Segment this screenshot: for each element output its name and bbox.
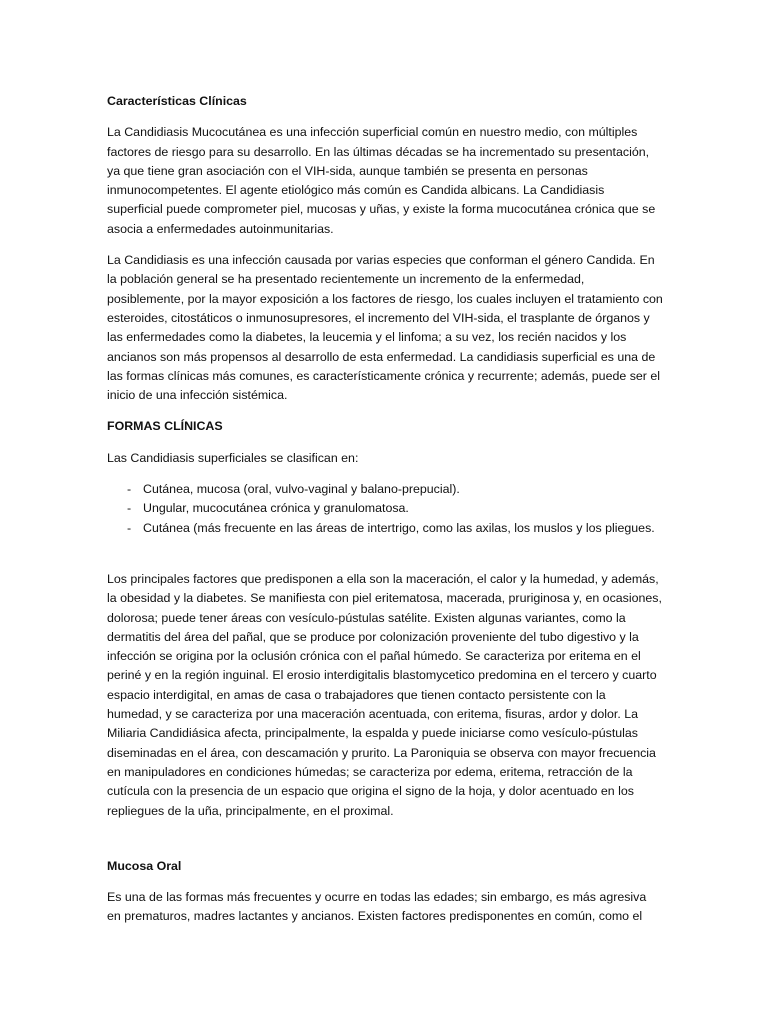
paragraph-clasificacion: Las Candidiasis superficiales se clasifican en: — [107, 450, 359, 465]
heading-formas-clinicas: FORMAS CLÍNICAS — [107, 419, 223, 434]
list-item-text: Ungular, mucocutánea crónica y granulomatosa. — [143, 501, 409, 516]
spacer — [107, 833, 663, 857]
paragraph-candidiasis-mucocutanea: La Candidiasis Mucocutánea es una infección superficial común en nuestro medio, con múltiples factores de riesgo para su desarrollo. En las últimas décadas se ha incrementado su presentación, ya que tiene gran asociación con el VIH-sida, aunque también se presenta en personas inmunocompetentes. El agente etiológico más común es Candida albicans. La Candidiasis superficial puede comprometer piel, mucosas y uñas, y existe la forma mucocutánea crónica que se asocia a enfermedades autoinmunitarias. — [107, 125, 656, 236]
paragraph-mucosa-oral: Es una de las formas más frecuentes y ocurre en todas las edades; sin embargo, es más agresiva en prematuros, madres lactantes y ancianos. Existen factores predisponentes en común, como el — [107, 890, 647, 924]
list-item-text: Cutánea, mucosa (oral, vulvo-vaginal y balano-prepucial). — [143, 482, 460, 497]
list-item — [107, 499, 663, 518]
list-item — [107, 519, 663, 538]
list-item — [107, 480, 663, 499]
spacer — [107, 550, 663, 570]
document-page — [107, 92, 663, 939]
list-marker: - — [127, 482, 132, 497]
paragraph-factores-predisponentes: Los principales factores que predisponen a ella son la maceración, el calor y la humedad, y además, la obesidad y la diabetes. Se manifiesta con piel eritematosa, macerada, pruriginosa y, en ocasiones, dolorosa; puede tener áreas con vesículo-pústulas satélite. Existen algunas variantes, como la dermatitis del área del pañal, que se produce por colonización proveniente del tubo digestivo y la infección se origina por la oclusión crónica con el pañal húmedo. Se caracteriza por eritema en el periné y en la región inguinal. El erosio interdigitalis blastomycetico predomina en el tercero y cuarto espacio interdigital, en amas de casa o trabajadores que tienen contacto persistente con la humedad, y se caracteriza por una maceración acentuada, con eritema, fisuras, ardor y dolor. La Miliaria Candidiásica afecta, principalmente, la espalda y puede iniciarse como vesículo-pústulas diseminadas en el área, con descamación y prurito. La Paroniquia se observa con mayor frecuencia en manipuladores en condiciones húmedas; se caracteriza por edema, eritema, retracción de la cutícula con la presencia de un espacio que origina el signo de la hoja, y dolor acentuado en los repliegues de la uña, principalmente, en el proximal. — [107, 571, 662, 818]
heading-mucosa-oral: Mucosa Oral — [107, 858, 182, 873]
forms-list — [107, 480, 663, 538]
paragraph-candidiasis-infeccion: La Candidiasis es una infección causada por varias especies que conforman el género Candida. En la población general se ha presentado recientemente un incremento de la enfermedad, posiblemente, por la mayor exposición a los factores de riesgo, los cuales incluyen el tratamiento con esteroides, citostáticos o inmunosupresores, el incremento del VIH-sida, el trasplante de órganos y las enfermedades como la diabetes, la leucemia y el linfoma; a su vez, los recién nacidos y los ancianos son más propensos al desarrollo de esta enfermedad. La candidiasis superficial es una de las formas clínicas más comunes, es característicamente crónica y recurrente; además, puede ser el inicio de una infección sistémica. — [107, 253, 663, 403]
heading-caracteristicas-clinicas: Características Clínicas — [107, 94, 247, 108]
list-item-text: Cutánea (más frecuente en las áreas de intertrigo, como las axilas, los muslos y los pliegues. — [143, 520, 655, 535]
list-marker: - — [127, 520, 132, 535]
list-marker: - — [127, 501, 132, 516]
